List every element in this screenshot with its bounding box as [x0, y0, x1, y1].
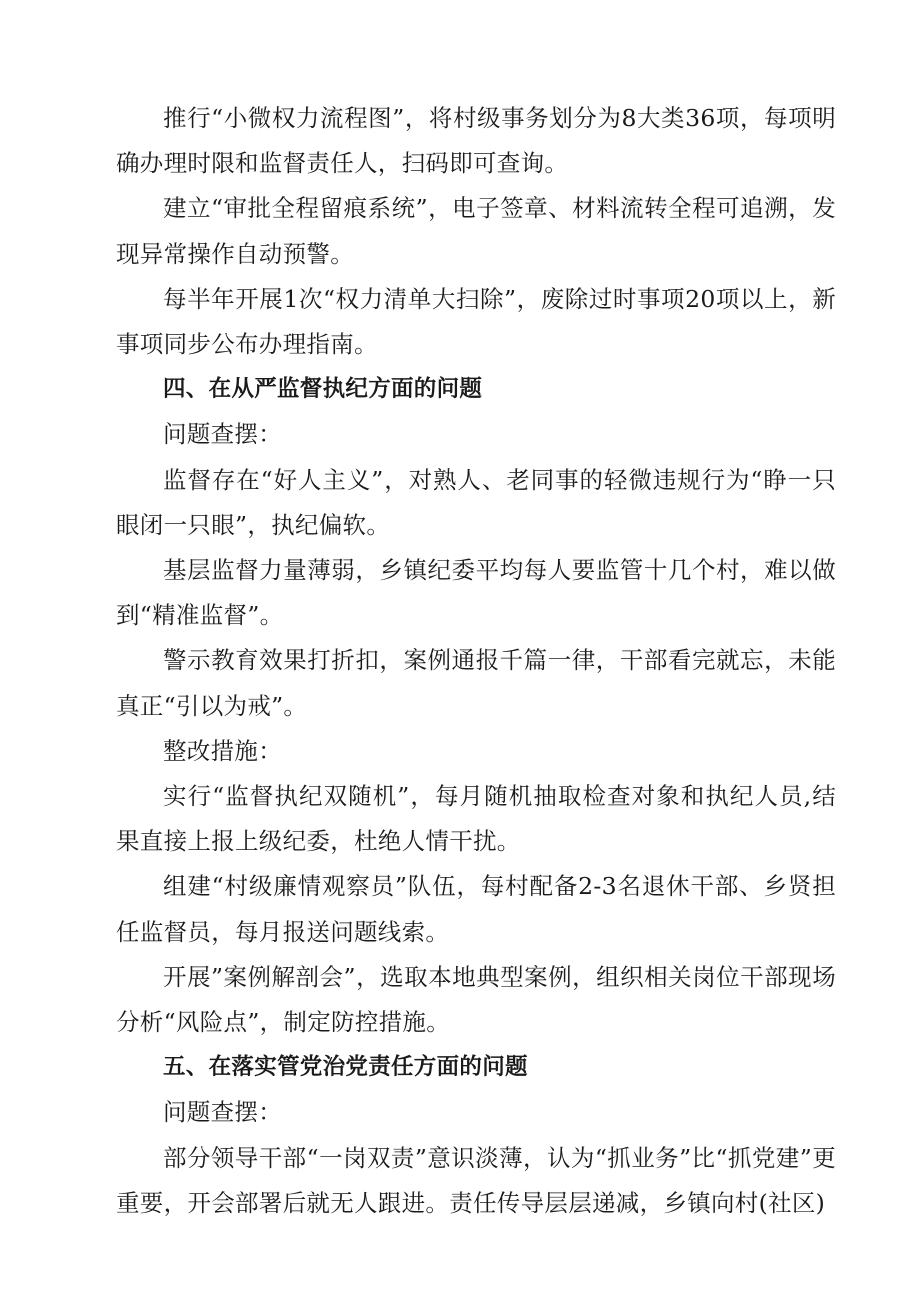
label-rectification-measures: 整改措施：	[163, 736, 282, 765]
paragraph-flowchart: 推行“小微权力流程图”，将村级事务划分为8大类36项，每项明确办理时限和监督责任人，扫码即可查询。	[116, 104, 836, 178]
paragraph-weak-supervision: 基层监督力量薄弱，乡镇纪委平均每人要监管十几个村，难以做到“精准监督”。	[116, 556, 836, 630]
paragraph-power-list-cleanup: 每半年开展1次“权力清单大扫除”，废除过时事项20项以上，新事项同步公布办理指南。	[116, 284, 836, 359]
label-problem-review: 问题查摆：	[163, 420, 282, 449]
label-problem-review-2: 问题查摆：	[163, 1098, 282, 1127]
paragraph-double-random: 实行“监督执纪双随机”，每月随机抽取检查对象和执纪人员,结果直接上报上级纪委，杜绝人情干扰。	[116, 782, 836, 856]
paragraph-dual-responsibility: 部分领导干部“一岗双责”意识淡薄，认为“抓业务”比“抓党建”更重要，开会部署后就无人跟进。责任传导层层递减，乡镇向村(社区)	[116, 1143, 836, 1217]
paragraph-approval-trace: 建立“审批全程留痕系统”，电子签章、材料流转全程可追溯，发现异常操作自动预警。	[116, 194, 836, 268]
paragraph-integrity-observers: 组建“村级廉情观察员”队伍，每村配备2-3名退休干部、乡贤担任监督员，每月报送问题线索。	[116, 872, 836, 946]
document-body	[116, 96, 836, 1226]
section-heading-5: 五、在落实管党治党责任方面的问题	[163, 1054, 528, 1081]
paragraph-nice-guy: 监督存在“好人主义”，对熟人、老同事的轻微违规行为“睁一只眼闭一只眼”，执纪偏软。	[116, 465, 836, 539]
section-heading-4: 四、在从严监督执纪方面的问题	[163, 376, 483, 403]
paragraph-case-analysis: 开展”案例解剖会”，选取本地典型案例，组织相关岗位干部现场分析“风险点”，制定防控措施。	[116, 962, 836, 1037]
paragraph-warning-education: 警示教育效果打折扣，案例通报千篇一律，干部看完就忘，未能真正“引以为戒”。	[116, 646, 836, 720]
